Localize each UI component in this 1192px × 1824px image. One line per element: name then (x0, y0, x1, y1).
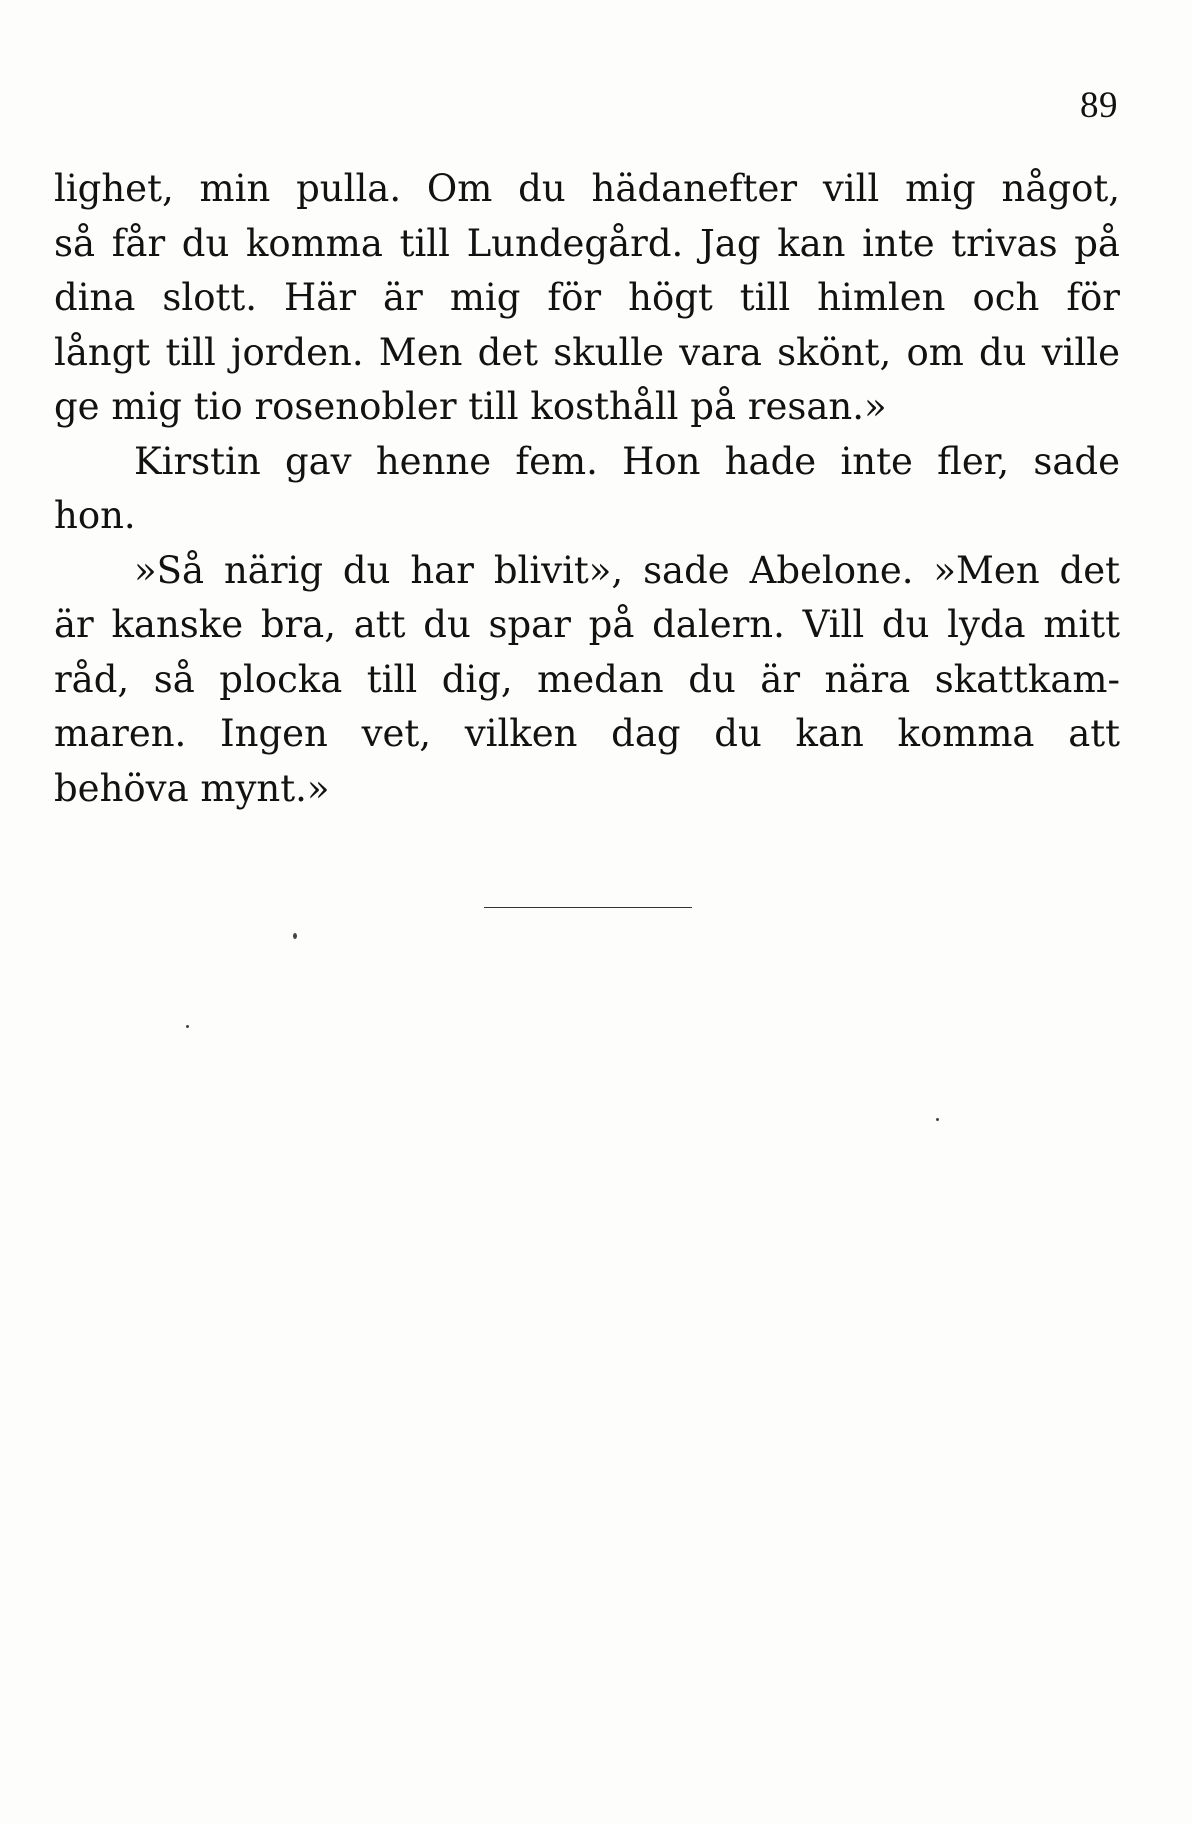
text-line: lighet, min pulla. Om du hädanefter vill mig något, (54, 167, 1120, 210)
text-line: är kanske bra, att du spar på dalern. Vill du lyda mitt (54, 603, 1120, 646)
text-line: så får du komma till Lundegård. Jag kan inte trivas på (54, 221, 1120, 265)
text-line: »Så närig du har blivit», sade Abelone. »Men det (134, 548, 1120, 592)
text-line: behöva mynt.» (54, 766, 330, 810)
paragraph-2 (54, 435, 1120, 544)
paragraph-3 (54, 544, 1120, 817)
text-line: råd, så plocka till dig, medan du är nära skattkam- (54, 657, 1120, 701)
text-line: långt till jorden. Men det skulle vara skönt, om du ville (54, 330, 1120, 374)
print-speck (293, 933, 297, 939)
page-number: 89 (1080, 85, 1118, 126)
print-speck (186, 1025, 189, 1028)
text-line: ge mig tio rosenobler till kosthåll på resan.» (54, 385, 887, 428)
paragraph-1 (54, 162, 1120, 435)
text-line: Kirstin gav henne fem. Hon hade inte fler, sade (134, 439, 1120, 483)
text-line: dina slott. Här är mig för högt till himlen och för (54, 276, 1120, 319)
text-line: maren. Ingen vet, vilken dag du kan komma att (54, 712, 1120, 755)
text-line: hon. (54, 494, 136, 537)
print-speck (936, 1118, 939, 1121)
section-divider (484, 907, 692, 908)
body-text (54, 162, 1120, 816)
